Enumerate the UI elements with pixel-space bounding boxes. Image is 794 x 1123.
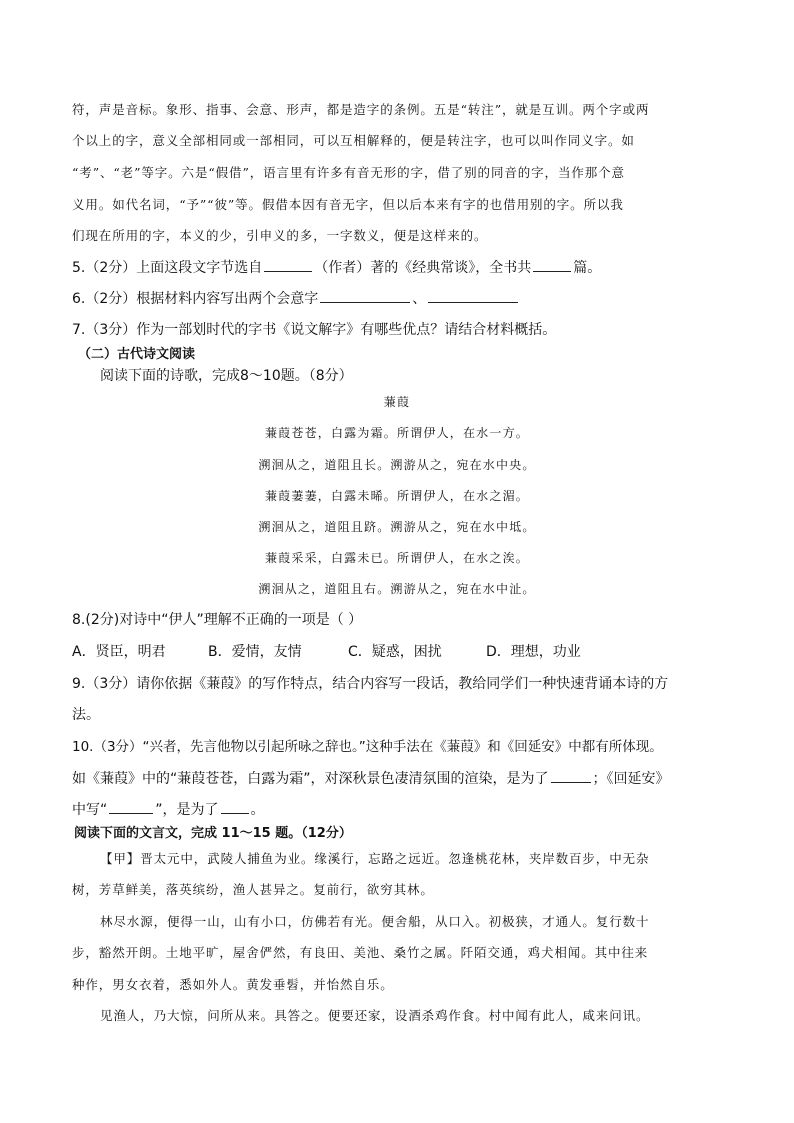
question-10 [72,799,265,820]
passage-line: 【甲】晋太元中，武陵人捕鱼为业。缘溪行，忘路之远近。忽逢桃花林，夹岸数百步，中无杂 [100,851,650,866]
answer-blank[interactable] [109,799,153,814]
intro-line: 符，声是音标。象形、指事、会意、形声，都是造字的条例。五是“转注”，就是互训。两个字或两 [72,102,650,117]
poem-line: 溯洄从之，道阻且右。溯游从之，宛在水中沚。 [258,582,536,596]
question-7: 7.（3分）作为一部划时代的字书《说文解字》有哪些优点？请结合材料概括。 [72,322,557,338]
intro-line: 个以上的字，意义全部相同或一部相同，可以互相解释的，便是转注字，也可以叫作同义字。如 [72,133,635,148]
answer-blank[interactable] [320,288,410,303]
question-5-text: 5.（2分）上面这段文字节选自 [72,260,263,276]
question-10 [72,768,670,789]
passage-line: 种作，男女衣着，悉如外人。黄发垂髫，并怡然自乐。 [72,977,394,992]
poem-line: 蒹葭萋萋，白露未晞。所谓伊人，在水之湄。 [264,489,529,503]
question-6-text: 、 [412,291,427,307]
question-10-text: 中写“ [72,802,108,818]
question-6-text: 6.（2分）根据材料内容写出两个会意字 [72,291,319,307]
passage-line: 林尽水源，便得一山，山有小口，仿佛若有光。便舍船，从口入。初极狭，才通人。复行数十 [100,914,650,929]
intro-line: 们现在所用的字，本义的少，引申义的多，一字数义，便是这样来的。 [72,228,488,243]
answer-blank[interactable] [551,768,591,783]
intro-line: 义用。如代名词，“予”“彼”等。假借本因有音无字，但以后本来有字的也借用别的字。所以我 [72,197,624,212]
question-6 [72,288,520,309]
question-5-text: （作者）著的《经典常谈》，全书共 [314,260,532,276]
answer-blank[interactable] [428,288,518,303]
option-d[interactable]: D．理想，功业 [486,644,581,660]
question-5 [72,257,601,278]
option-c[interactable]: C．疑惑，困扰 [348,644,442,660]
option-b[interactable]: B．爱情，友情 [208,644,302,660]
question-10-text: 。 [250,802,265,818]
poem-line: 蒹葭苍苍，白露为霜。所谓伊人，在水一方。 [264,426,529,440]
passage-line: 步，豁然开朗。土地平旷，屋舍俨然，有良田、美池、桑竹之属。阡陌交通，鸡犬相闻。其中往来 [72,945,649,960]
section-instruction: 阅读下面的诗歌，完成8～10题。（8分） [100,368,353,384]
question-5-text: 篇。 [573,260,602,276]
answer-blank[interactable] [264,257,312,272]
question-8-stem: 8.(2分)对诗中“伊人”理解不正确的一项是（ ） [72,612,363,628]
section-heading: （二）古代诗文阅读 [78,347,196,362]
option-a[interactable]: A．贤臣，明君 [72,644,166,660]
poem-line: 溯洄从之，道阻且跻。溯游从之，宛在水中坻。 [258,520,536,534]
question-9: 法。 [72,707,100,723]
poem-line: 溯洄从之，道阻且长。溯游从之，宛在水中央。 [258,458,536,472]
intro-line: “考”、“老”等字。六是“假借”，语言里有许多有音无形的字，借了别的同音的字，当作那个意 [72,165,625,180]
passage-line: 树，芳草鲜美，落英缤纷，渔人甚异之。复前行，欲穷其林。 [72,882,434,897]
section-heading: 阅读下面的文言文，完成 11～15 题。（12分） [74,826,352,841]
question-10-text: 如《蒹葭》中的“蒹葭苍苍，白露为霜”，对深秋景色凄清氛围的渲染，是为了 [72,771,549,787]
poem-title: 蒹葭 [383,395,411,409]
passage-line: 见渔人，乃大惊，问所从来。具答之。便要还家，设酒杀鸡作食。村中闻有此人，咸来问讯。 [100,1008,650,1023]
question-9: 9.（3分）请你依据《蒹葭》的写作特点，结合内容写一段话，教给同学们一种快速背诵本诗的方 [72,676,669,692]
answer-blank[interactable] [221,799,249,814]
poem-line: 蒹葭采采，白露未已。所谓伊人，在水之涘。 [264,551,529,565]
question-10-text: ”，是为了 [155,802,219,818]
question-10: 10.（3分）“兴者，先言他物以引起所咏之辞也。”这种手法在《蒹葭》和《回延安》中都有所体现。 [72,739,663,755]
question-10-text: ；《回延安》 [592,771,670,787]
answer-blank[interactable] [533,257,571,272]
